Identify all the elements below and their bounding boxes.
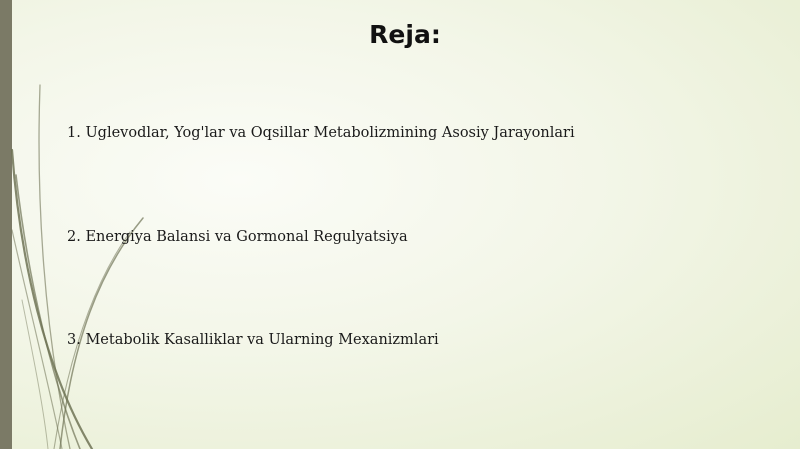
slide-title: Reja: bbox=[369, 20, 441, 49]
plan-item-3: 3. Metabolik Kasalliklar va Ularning Mexanizmlari bbox=[67, 332, 439, 348]
plan-item-2: 2. Energiya Balansi va Gormonal Regulyatsiya bbox=[67, 229, 408, 245]
plan-item-1: 1. Uglevodlar, Yog'lar va Oqsillar Metabolizmining Asosiy Jarayonlari bbox=[67, 125, 575, 141]
